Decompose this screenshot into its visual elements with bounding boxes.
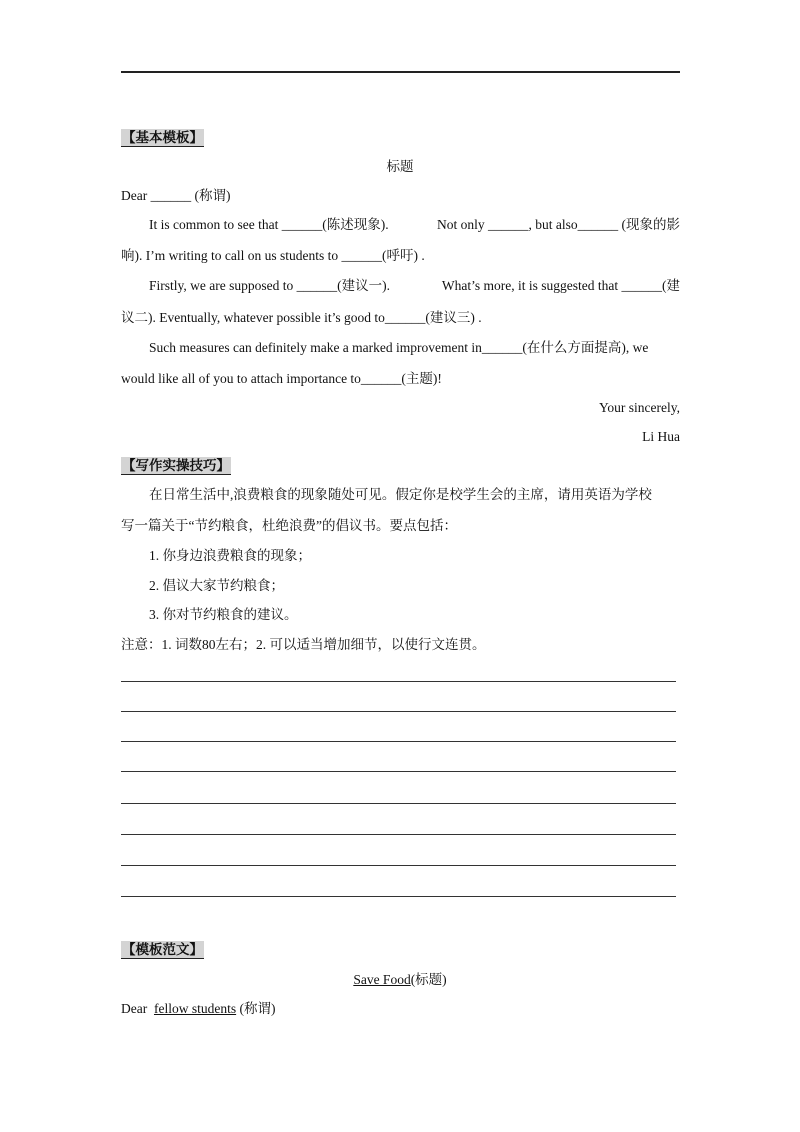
template-heading: 【基本模板】 <box>122 130 203 145</box>
template-heading-block <box>121 129 204 147</box>
writing-line[interactable] <box>121 681 676 682</box>
template-paragraph-1-line-1: It is common to see that ______(陈述现象). Not only ______, but also______ (现象的影 <box>149 217 680 232</box>
practice-prompt-line-1: 在日常生活中,浪费粮食的现象随处可见。假定你是校学生会的主席，请用英语为学校 <box>149 487 652 502</box>
template-paragraph-3-line-1: Such measures can definitely make a marked improvement in______(在什么方面提高), we <box>149 340 649 355</box>
writing-line[interactable] <box>121 865 676 866</box>
writing-line[interactable] <box>121 771 676 772</box>
writing-line[interactable] <box>121 741 676 742</box>
sample-salutation <box>121 1000 275 1018</box>
template-paragraph-2-line-2: 议二). Eventually, whatever possible it’s good to______(建议三) . <box>121 310 482 325</box>
header-rule <box>121 71 680 73</box>
sample-salutation-name: fellow students <box>153 1001 237 1016</box>
writing-line[interactable] <box>121 803 676 804</box>
template-paragraph-1-line-2: 响). I’m writing to call on us students to ______(呼吁) . <box>121 248 425 263</box>
sample-title-text: Save Food <box>353 972 411 987</box>
template-salutation: Dear ______ (称谓) <box>121 188 231 203</box>
practice-point-2: 2. 倡议大家节约粮食； <box>149 578 284 593</box>
template-paragraph-2-line-1: Firstly, we are supposed to ______(建议一). What’s more, it is suggested that ______(建 <box>149 278 680 293</box>
writing-line[interactable] <box>121 834 676 835</box>
sample-salutation-prefix: Dear <box>121 1001 148 1016</box>
sample-title <box>0 971 800 989</box>
template-closing: Your sincerely, <box>599 400 680 415</box>
template-title: 标题 <box>386 159 414 174</box>
practice-heading-block <box>121 457 231 475</box>
sample-heading: 【模板范文】 <box>122 942 203 957</box>
practice-prompt-line-2: 写一篇关于“节约粮食，杜绝浪费”的倡议书。要点包括： <box>121 518 457 533</box>
writing-line[interactable] <box>121 896 676 897</box>
template-signature: Li Hua <box>642 429 680 444</box>
practice-point-3: 3. 你对节约粮食的建议。 <box>149 607 298 622</box>
practice-note: 注意：1. 词数80左右；2. 可以适当增加细节，以使行文连贯。 <box>121 637 486 652</box>
writing-line[interactable] <box>121 711 676 712</box>
sample-heading-block <box>121 941 204 959</box>
practice-point-1: 1. 你身边浪费粮食的现象； <box>149 548 311 563</box>
practice-heading: 【写作实操技巧】 <box>122 458 230 473</box>
sample-salutation-note: (称谓) <box>239 1001 276 1016</box>
template-paragraph-3-line-2: would like all of you to attach importance to______(主题)! <box>121 371 442 386</box>
sample-title-note: (标题) <box>410 972 447 987</box>
